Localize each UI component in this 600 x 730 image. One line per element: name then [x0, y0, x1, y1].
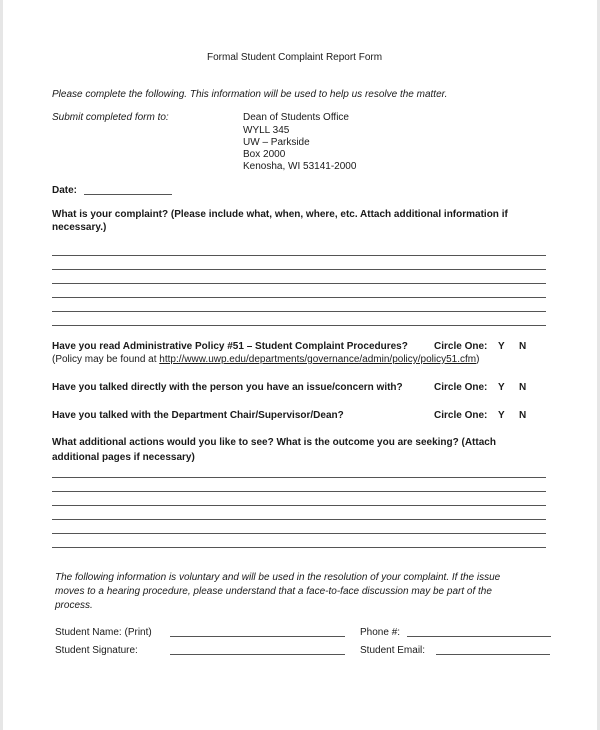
- policy-note-prefix: (Policy may be found at: [52, 354, 160, 365]
- policy-link[interactable]: http://www.uwp.edu/departments/governance/admin/policy/policy51.cfm: [159, 354, 477, 365]
- circle-one-label: Circle One:: [434, 410, 488, 421]
- student-signature-field[interactable]: [170, 654, 345, 655]
- phone-field[interactable]: [407, 636, 551, 637]
- form-title: Formal Student Complaint Report Form: [207, 52, 383, 63]
- complaint-answer-line[interactable]: [52, 325, 546, 326]
- voluntary-note: process.: [55, 600, 93, 611]
- yes-option[interactable]: Y: [498, 382, 505, 393]
- address-line: Box 2000: [243, 149, 286, 160]
- actions-question: What additional actions would you like to see? What is the outcome you are seeking? (Attach: [52, 437, 496, 448]
- no-option[interactable]: N: [519, 410, 527, 421]
- complaint-question: What is your complaint? (Please include what, when, where, etc. Attach additional information if: [52, 209, 508, 220]
- actions-answer-line[interactable]: [52, 491, 546, 492]
- talked-person-question: Have you talked directly with the person you have an issue/concern with?: [52, 382, 403, 393]
- complaint-answer-line[interactable]: [52, 311, 546, 312]
- actions-question: additional pages if necessary): [52, 452, 195, 463]
- student-name-field[interactable]: [170, 636, 345, 637]
- actions-answer-line[interactable]: [52, 533, 546, 534]
- address-line: Kenosha, WI 53141-2000: [243, 161, 357, 172]
- voluntary-note: moves to a hearing procedure, please understand that a face-to-face discussion may be part of the: [55, 586, 492, 597]
- complaint-answer-line[interactable]: [52, 255, 546, 256]
- policy-note: [52, 354, 479, 366]
- address-line: WYLL 345: [243, 125, 290, 136]
- no-option[interactable]: N: [519, 341, 527, 352]
- talked-chair-question: Have you talked with the Department Chair/Supervisor/Dean?: [52, 410, 344, 421]
- policy-question: Have you read Administrative Policy #51 – Student Complaint Procedures?: [52, 341, 408, 352]
- submit-label: Submit completed form to:: [52, 112, 169, 123]
- no-option[interactable]: N: [519, 382, 527, 393]
- complaint-answer-line[interactable]: [52, 283, 546, 284]
- actions-answer-line[interactable]: [52, 547, 546, 548]
- yes-option[interactable]: Y: [498, 410, 505, 421]
- student-email-field[interactable]: [436, 654, 550, 655]
- yes-option[interactable]: Y: [498, 341, 505, 352]
- complaint-answer-line[interactable]: [52, 269, 546, 270]
- actions-answer-line[interactable]: [52, 505, 546, 506]
- date-field[interactable]: [84, 194, 172, 195]
- student-name-label: Student Name: (Print): [55, 627, 152, 638]
- intro-text: Please complete the following. This information will be used to help us resolve the matter.: [52, 89, 448, 100]
- actions-answer-line[interactable]: [52, 519, 546, 520]
- phone-label: Phone #:: [360, 627, 401, 638]
- circle-one-label: Circle One:: [434, 341, 488, 352]
- date-label: Date:: [52, 185, 78, 196]
- student-signature-label: Student Signature:: [55, 645, 138, 656]
- address-line: UW – Parkside: [243, 137, 310, 148]
- address-line: Dean of Students Office: [243, 112, 349, 123]
- complaint-question: necessary.): [52, 222, 107, 233]
- actions-answer-line[interactable]: [52, 477, 546, 478]
- document-page: [3, 0, 597, 730]
- complaint-answer-line[interactable]: [52, 297, 546, 298]
- student-email-label: Student Email:: [360, 645, 426, 656]
- policy-note-suffix: ): [476, 354, 480, 365]
- voluntary-note: The following information is voluntary and will be used in the resolution of your complaint. If the issue: [55, 572, 501, 583]
- circle-one-label: Circle One:: [434, 382, 488, 393]
